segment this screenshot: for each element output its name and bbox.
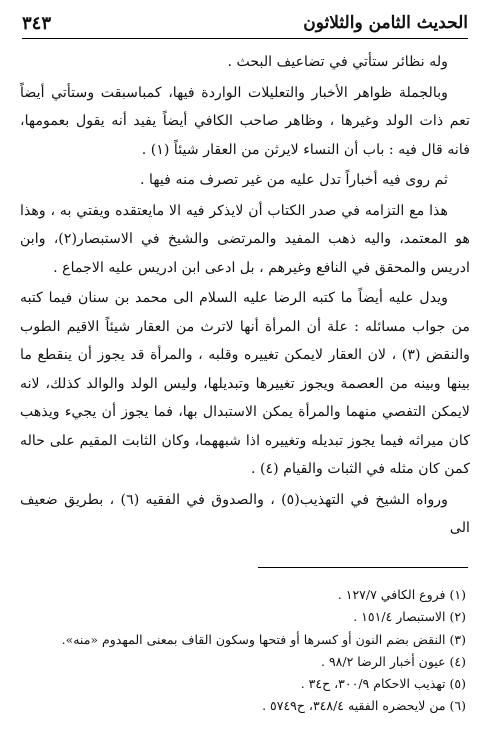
page-body	[20, 48, 470, 543]
paragraph: وله نظائر ستأتي في تضاعيف البحث .	[227, 54, 448, 70]
footnote: (٣) النقض بضم النون أو كسرها أو فتحها وسكون القاف بمعنى المهدوم «منه».	[61, 631, 466, 647]
paragraph: ويدل عليه أيضاً ما كتبه الرضا عليه السلام الى محمد بن سنان فيما كتبه من جواب مسائله : علة أن المرأة أنها لاترث من العقار شيئاً الاقيم الطوب والنقض (٣) ، لان العقار لايمكن تغييره وقلبه ، والمرأة قد يجوز أن ينقطع ما بينها وبينه من العصمة ويجوز تغييرها وتبديلها، وليس الولد والوالد كذلك، لانه لايمكن التفصي منهما والمرأة يمكن الاستبدال بها، فما يجوز أن يجيء ويذهب كان ميراثه فيما يجوز تبديله وتغييره اذا شبههما، وكان الثابت المقيم على حاله كمن كان مثله في الثبات والقيام (٤) .	[20, 290, 471, 477]
paragraph: هذا مع التزامه في صدر الكتاب أن لايذكر فيه الا مايعتقده ويفتي به ، وهذا هو المعتمد، واليه ذهب المفيد والمرتضى والشيخ في الاستبصار(٢)، وابن ادريس والمحقق في النافع وغيرهم ، بل ادعى ابن ادريس عليه الاجماع .	[20, 202, 471, 276]
footnotes	[40, 584, 466, 718]
chapter-title: الحديث الثامن والثلاثون	[303, 13, 468, 33]
paragraph: ورواه الشيخ في التهذيب(٥) ، والصدوق في الفقيه (٦) ، بطريق ضعيف الى	[20, 491, 470, 536]
paragraph: وبالجملة ظواهر الأخبار والتعليلات الواردة فيها، كمباسبقت وستأتي أيضاً تعم ذات الولد وغيرها ، وظاهر صاحب الكافي أيضاً يفيد أنه يقول بعمومها، فانه قال فيه : باب أن النساء لايرثن من العقار شيئاً (١) .	[20, 84, 470, 158]
footnote: (٤) عيون أخبار الرضا ٩٨/٢ .	[321, 653, 466, 669]
footnote-separator	[258, 567, 468, 568]
footnote: (٥) تهذيب الاحكام ٣٠٠/٩، ح٣٤ .	[300, 676, 466, 692]
footnote: (١) فروع الكافي ١٢٧/٧ .	[337, 587, 466, 602]
footnote: (٦) من لايحضره الفقيه ٣٤٨/٤، ح٥٧٤٩ .	[262, 698, 466, 714]
footnote: (٢) الاستبصار ١٥١/٤ .	[353, 609, 466, 625]
page-number: ٣٤٣	[22, 12, 52, 34]
paragraph: ثم روى فيه أخباراً تدل عليه من غير تصرف منه فيها .	[140, 172, 448, 188]
page-header	[22, 8, 468, 39]
